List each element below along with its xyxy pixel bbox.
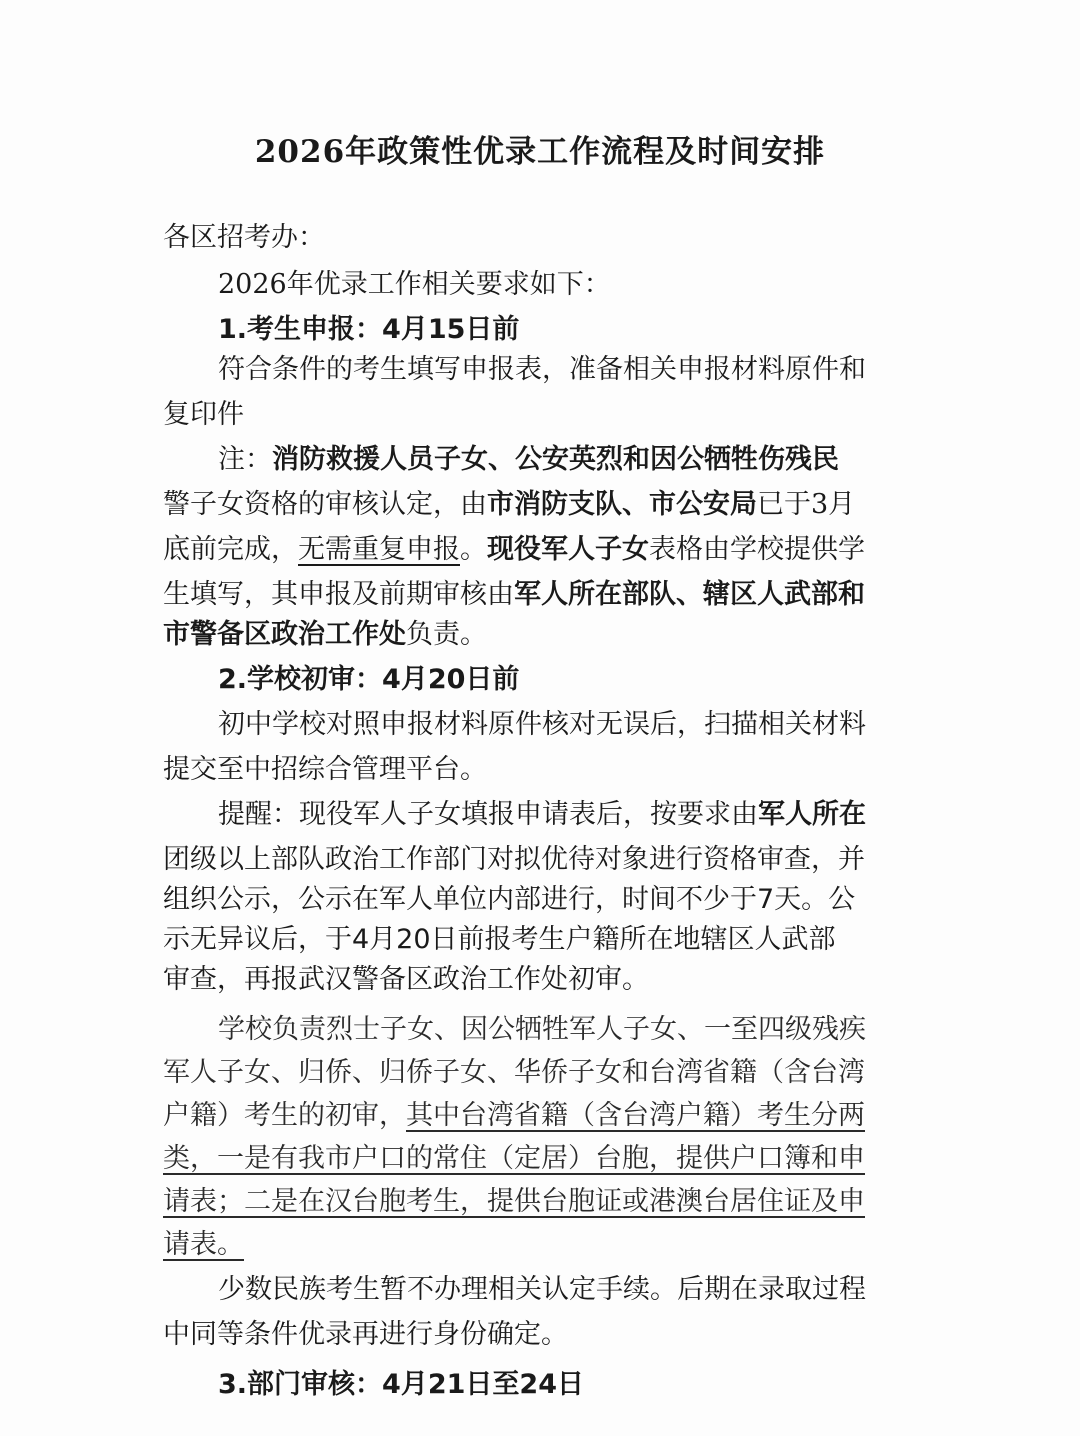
section1-note-line bbox=[163, 575, 933, 615]
note-label: 注： bbox=[218, 444, 272, 475]
section2-para2-line bbox=[163, 1096, 933, 1136]
para-underlined: 其中台湾省籍（含台湾户籍）考生分两 bbox=[406, 1100, 865, 1131]
note-emphasis: 军人所在部队、辖区人武部和 bbox=[514, 579, 865, 610]
section2-reminder-line: 审查，再报武汉警备区政治工作处初审。 bbox=[163, 964, 649, 995]
reminder-text: 提醒：现役军人子女填报申请表后，按要求由 bbox=[218, 799, 758, 830]
note-emphasis: 市警备区政治工作处 bbox=[163, 619, 406, 650]
note-text: 表格由学校提供学 bbox=[649, 534, 865, 565]
section2-para3-line: 中同等条件优录再进行身份确定。 bbox=[163, 1319, 568, 1350]
section2-reminder-line bbox=[218, 795, 933, 835]
section2-para-line: 提交至中招综合管理平台。 bbox=[163, 754, 487, 785]
section2-para2-line: 请表；二是在汉台胞考生，提供台胞证或港澳台居住证及申 bbox=[163, 1186, 865, 1217]
section1-para-line: 符合条件的考生填写申报表，准备相关申报材料原件和 bbox=[218, 354, 866, 385]
note-emphasis: 市消防支队、市公安局 bbox=[487, 489, 757, 520]
note-text: 。 bbox=[460, 534, 487, 565]
document-title: 2026年政策性优录工作流程及时间安排 bbox=[254, 134, 826, 170]
note-underlined: 无需重复申报 bbox=[298, 534, 460, 565]
section2-reminder-line: 组织公示，公示在军人单位内部进行，时间不少于7天。公 bbox=[163, 884, 856, 915]
para-text: 户籍）考生的初审， bbox=[163, 1100, 406, 1131]
intro-text: 2026年优录工作相关要求如下： bbox=[218, 269, 611, 300]
reminder-emphasis: 军人所在 bbox=[758, 799, 866, 830]
section2-para-line: 初中学校对照申报材料原件核对无误后，扫描相关材料 bbox=[218, 709, 866, 740]
section1-note-line bbox=[163, 615, 933, 655]
section1-note-line bbox=[218, 440, 933, 480]
note-text: 底前完成， bbox=[163, 534, 298, 565]
note-text: 已于3月 bbox=[757, 489, 856, 520]
section2-para2-line: 请表。 bbox=[163, 1229, 244, 1260]
note-emphasis: 现役军人子女 bbox=[487, 534, 649, 565]
section1-heading: 1.考生申报：4月15日前 bbox=[218, 314, 520, 345]
note-text: 警子女资格的审核认定，由 bbox=[163, 489, 487, 520]
section3-heading: 3.部门审核：4月21日至24日 bbox=[218, 1369, 584, 1400]
note-text: 负责。 bbox=[406, 619, 487, 650]
section1-para-line: 复印件 bbox=[163, 399, 244, 430]
section2-reminder-line: 示无异议后，于4月20日前报考生户籍所在地辖区人武部 bbox=[163, 924, 836, 955]
section2-heading: 2.学校初审：4月20日前 bbox=[218, 664, 520, 695]
section2-para3-line: 少数民族考生暂不办理相关认定手续。后期在录取过程 bbox=[218, 1274, 866, 1305]
section1-note-line bbox=[163, 485, 933, 525]
section2-para2-line: 类，一是有我市户口的常住（定居）台胞，提供户口簿和申 bbox=[163, 1143, 865, 1174]
section2-para2-line: 学校负责烈士子女、因公牺牲军人子女、一至四级残疾 bbox=[218, 1014, 866, 1045]
salutation: 各区招考办： bbox=[163, 222, 325, 253]
section2-para2-line: 军人子女、归侨、归侨子女、华侨子女和台湾省籍（含台湾 bbox=[163, 1057, 865, 1088]
section1-note-line bbox=[163, 530, 933, 570]
section2-reminder-line: 团级以上部队政治工作部门对拟优待对象进行资格审查，并 bbox=[163, 844, 865, 875]
note-emphasis: 消防救援人员子女、公安英烈和因公牺牲伤残民 bbox=[272, 444, 839, 475]
note-text: 生填写，其申报及前期审核由 bbox=[163, 579, 514, 610]
